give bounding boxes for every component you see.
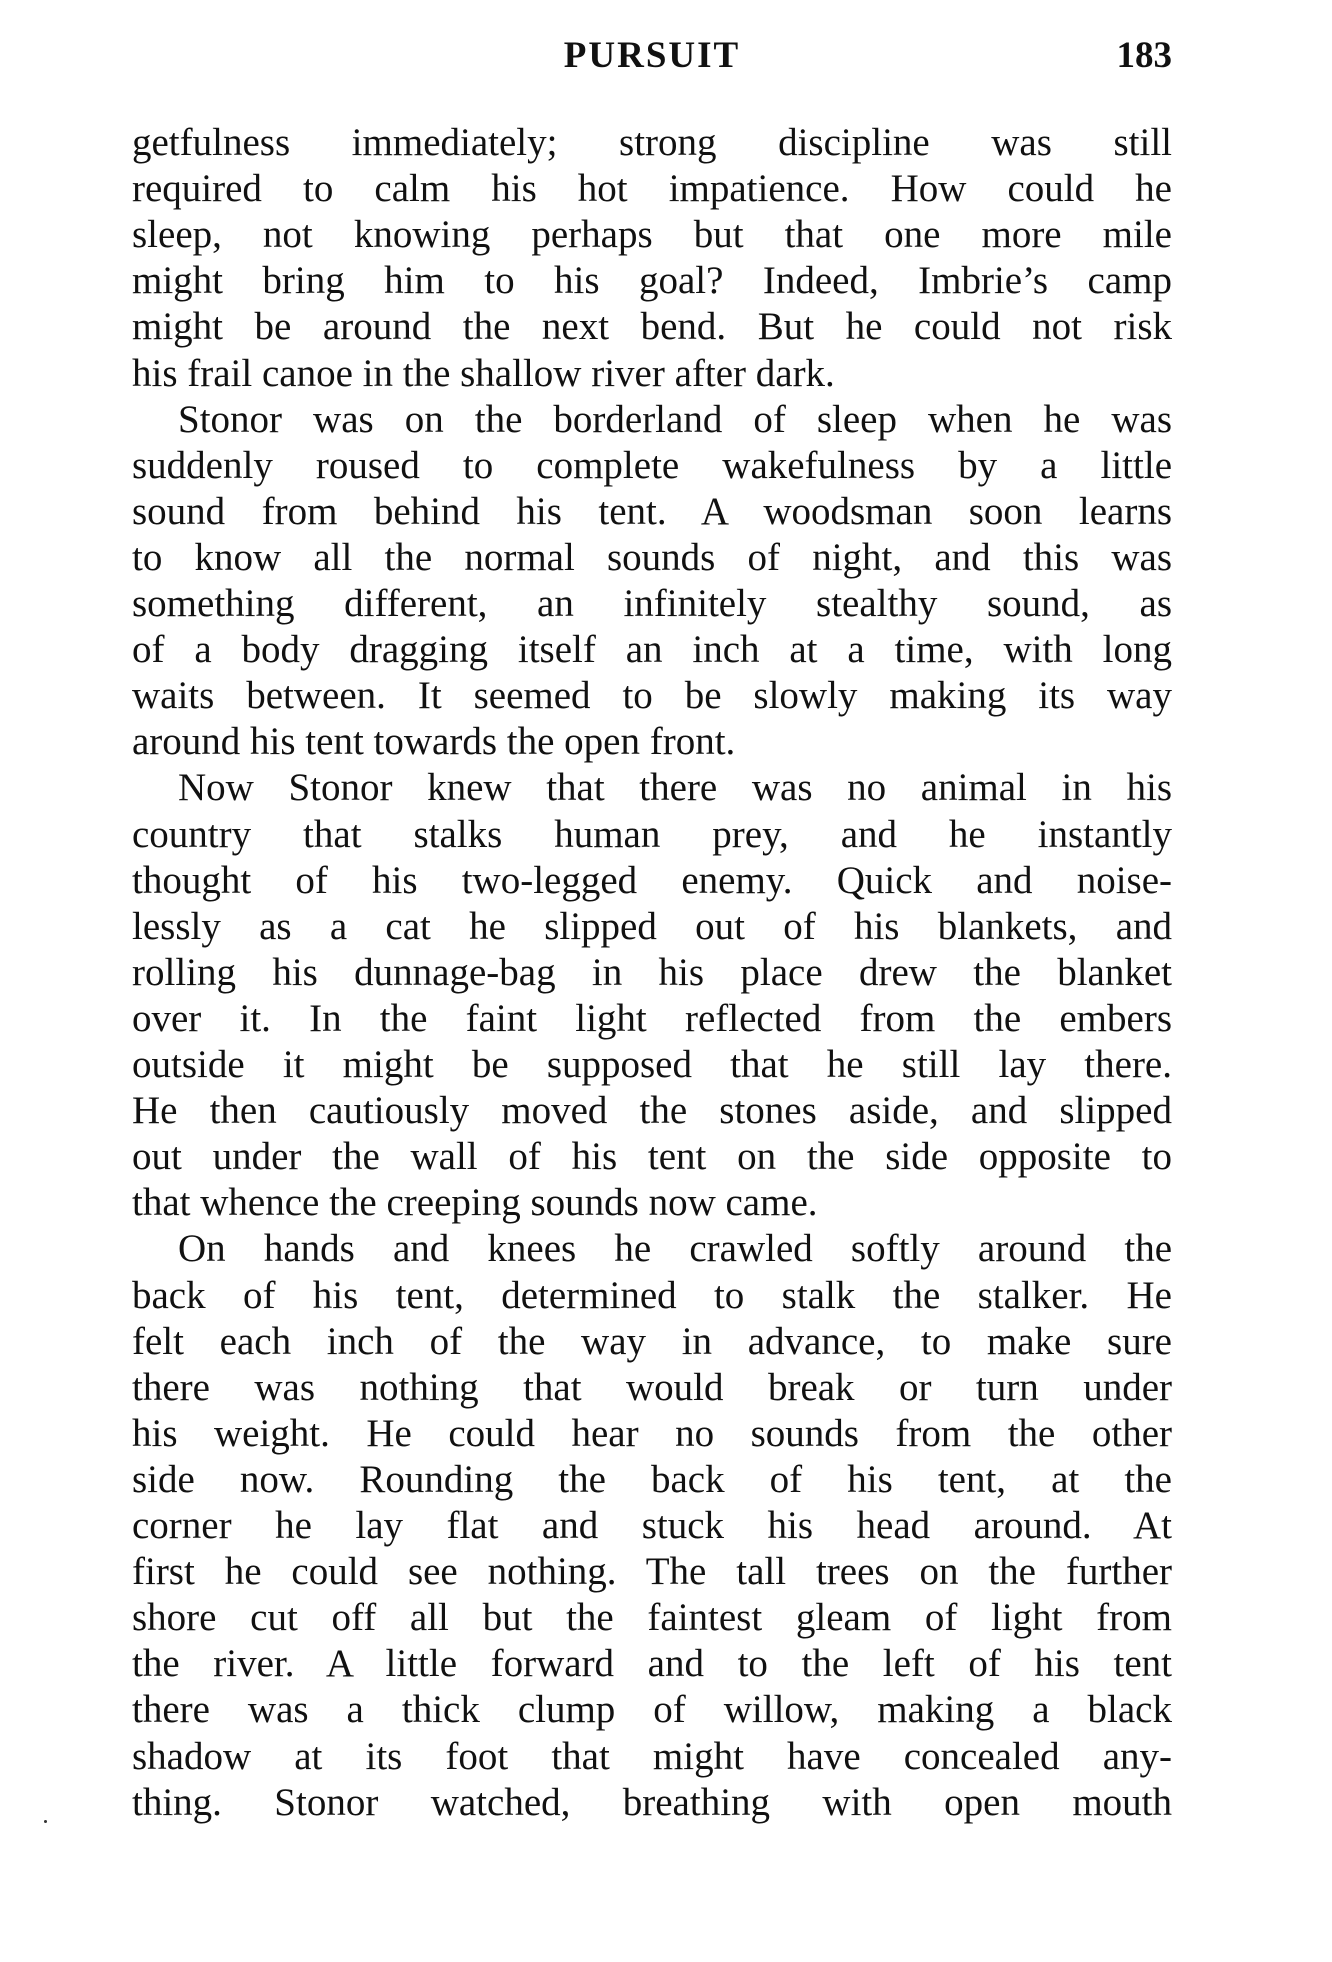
text-line: of a body dragging itself an inch at a time, with long [132, 628, 1172, 672]
text-line: corner he lay flat and stuck his head around. At [132, 1504, 1172, 1547]
text-line: lessly as a cat he slipped out of his blankets, and [132, 904, 1172, 948]
text-line: waits between. It seemed to be slowly making its way [132, 674, 1172, 718]
text-line: his frail canoe in the shallow river after dark. [132, 351, 835, 395]
text-line: On hands and knees he crawled softly around the [178, 1227, 1172, 1271]
text-line: shadow at its foot that might have concealed any- [132, 1734, 1172, 1778]
text-line: Now Stonor knew that there was no animal in his [178, 766, 1172, 810]
text-line: around his tent towards the open front. [132, 720, 736, 764]
text-line: shore cut off all but the faintest gleam of light from [132, 1596, 1172, 1640]
text-line: there was a thick clump of willow, making a black [132, 1688, 1172, 1732]
text-line: thought of his two-legged enemy. Quick and noise- [132, 858, 1172, 902]
text-line: might be around the next bend. But he could not risk [132, 305, 1172, 349]
page-number: 183 [1116, 35, 1172, 76]
text-line: Stonor was on the borderland of sleep when he was [178, 397, 1172, 441]
running-head [132, 30, 1172, 80]
text-line: might bring him to his goal? Indeed, Imbrie’s camp [132, 259, 1172, 303]
text-line: country that stalks human prey, and he instantly [132, 812, 1172, 856]
text-line: out under the wall of his tent on the side opposite to [132, 1135, 1172, 1179]
text-line: there was nothing that would break or turn under [132, 1365, 1172, 1409]
text-line: rolling his dunnage-bag in his place drew the blanket [132, 950, 1172, 994]
text-line: outside it might be supposed that he still lay there. [132, 1043, 1172, 1086]
text-line: felt each inch of the way in advance, to make sure [132, 1319, 1172, 1363]
text-line: that whence the creeping sounds now came. [132, 1181, 818, 1225]
text-line: over it. In the faint light reflected from the embers [132, 996, 1172, 1040]
text-line: his weight. He could hear no sounds from the other [132, 1411, 1172, 1455]
text-line: getfulness immediately; strong discipline was still [132, 121, 1172, 164]
text-line: the river. A little forward and to the left of his tent [132, 1642, 1172, 1686]
text-line: suddenly roused to complete wakefulness by a little [132, 443, 1172, 487]
text-line: something different, an infinitely stealthy sound, as [132, 582, 1172, 625]
text-line: to know all the normal sounds of night, and this was [132, 535, 1172, 579]
chapter-title: PURSUIT [563, 35, 741, 76]
text-line: sound from behind his tent. A woodsman soon learns [132, 489, 1172, 533]
text-line: first he could see nothing. The tall trees on the further [132, 1550, 1172, 1594]
text-line: required to calm his hot impatience. How could he [132, 167, 1172, 211]
text-line: He then cautiously moved the stones aside, and slipped [132, 1089, 1172, 1133]
text-line: side now. Rounding the back of his tent, at the [132, 1457, 1172, 1501]
body-text [132, 120, 1172, 1910]
text-line: thing. Stonor watched, breathing with open mouth [132, 1780, 1172, 1824]
text-line: back of his tent, determined to stalk the stalker. He [132, 1273, 1172, 1317]
text-line: sleep, not knowing perhaps but that one more mile [132, 213, 1172, 257]
print-speck [44, 1820, 47, 1823]
